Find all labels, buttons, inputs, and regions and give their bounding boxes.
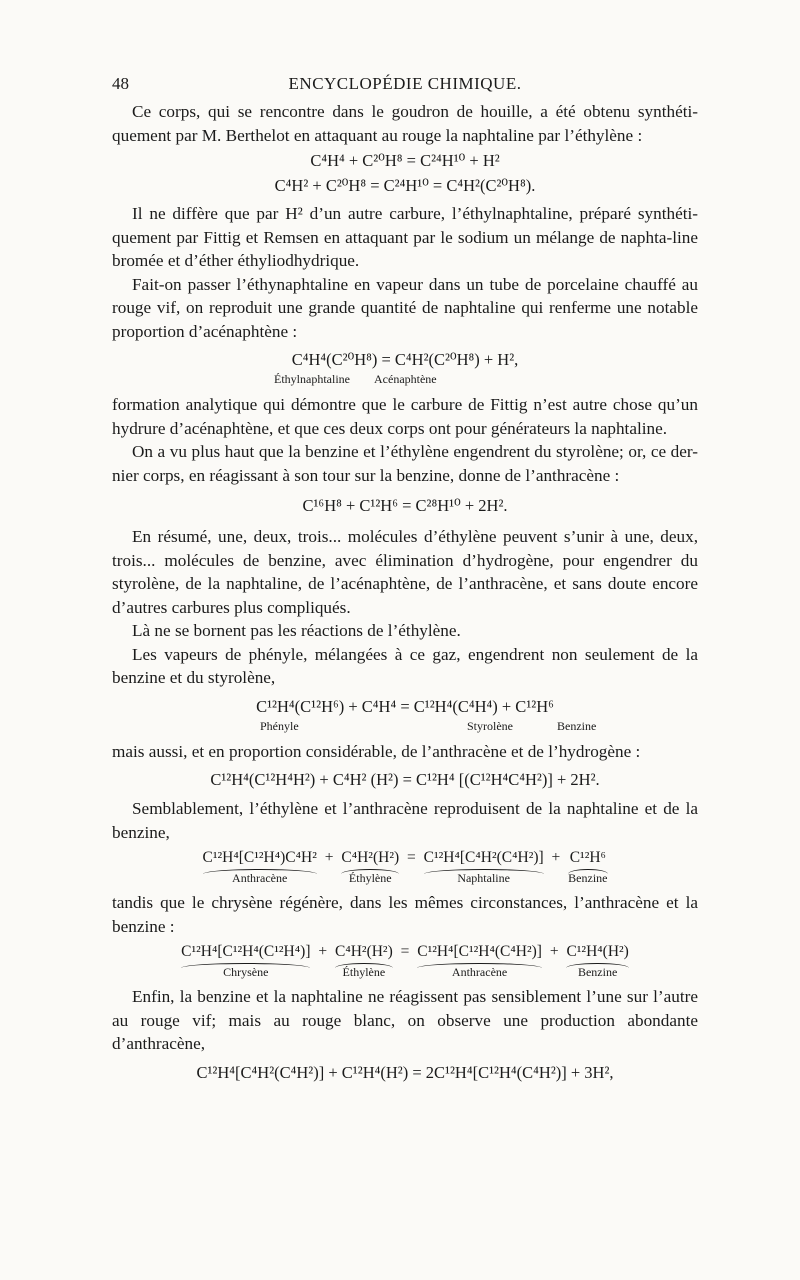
equation-8-term-ethylene: C⁴H²(H²) Éthylène [334,943,393,979]
label-ethylnaphtaline: Éthylnaphtaline [274,372,350,386]
equation-7-term-naphtaline: C¹²H⁴[C⁴H²(C⁴H²)] Naphtaline [423,849,544,885]
paragraph-3: Fait-on passer l’éthynaphtaline en vapeur dans un tube de porcelaine chauffé au rouge vif, on reproduit une grande quantité de naphtaline qui renferme une notable proportion d’acénaphtène : [112,274,698,341]
label-anthracene-1: Anthracène [203,869,317,885]
equation-1: C⁴H⁴ + C²⁰H⁸ = C²⁴H¹⁰ + H² [310,151,500,170]
equation-7: C¹²H⁴[C¹²H⁴)C⁴H² Anthracène + C⁴H²(H²) Éthylène = C¹²H⁴[C⁴H²(C⁴H²)] Naphtaline + C¹²H⁶ Benzine [202,849,608,885]
paragraph-6: En résumé, une, deux, trois... molécules d’éthylène peuvent s’unir à une, deux, trois... molécules de benzine, avec élimination d’hydrogène, pour engendrer du styrolène, de la naphtaline, de l’acénaphtène, de l’anthracène, et sans doute encore d’autres carbures plus compliqués. [112,527,698,617]
label-benzine-1: Benzine [557,718,597,733]
paragraph-2: Il ne diffère que par H² d’un autre carbure, l’éthylnaphtaline, préparé synthéti-quement par Fittig et Remsen en attaquant par le sodium un mélange de naphta-line bromée et d’éther éthyliodhydrique. [112,204,698,270]
equation-4: C¹⁶H⁸ + C¹²H⁶ = C²⁸H¹⁰ + 2H². [302,496,508,515]
label-ethylene-2: Éthylène [335,963,393,979]
paragraph-7: Là ne se bornent pas les réactions de l’éthylène. [132,621,461,640]
paragraph-9: mais aussi, et en proportion considérable, de l’anthracène et de l’hydrogène : [112,741,641,761]
equation-2: C⁴H² + C²⁰H⁸ = C²⁴H¹⁰ = C⁴H²(C²⁰H⁸). [274,176,536,195]
paragraph-1: Ce corps, qui se rencontre dans le goudron de houille, a été obtenu synthéti-quement par M. Berthelot en attaquant au rouge la naphtaline par l’éthylène : [112,102,698,145]
paragraph-10: Semblablement, l’éthylène et l’anthracène reproduisent de la naphtaline et de la benzine, [112,799,698,842]
label-chrysene: Chrysène [181,963,310,979]
paragraph-12: Enfin, la benzine et la naphtaline ne réagissent pas sensiblement l’une sur l’autre au rouge vif; mais au rouge blanc, on observe une production abondante d’anthracène, [112,987,698,1053]
running-title: ENCYCLOPÉDIE CHIMIQUE. [288,74,522,93]
label-naphtaline: Naphtaline [424,869,544,885]
equation-6: C¹²H⁴(C¹²H⁴H²) + C⁴H² (H²) = C¹²H⁴ [(C¹²H⁴C⁴H²)] + 2H². [210,770,600,789]
label-styrolene: Styrolène [467,718,513,733]
equation-7-term-anthracene: C¹²H⁴[C¹²H⁴)C⁴H² Anthracène [202,849,317,885]
label-ethylene-1: Éthylène [341,869,399,885]
label-benzine-2: Benzine [568,871,608,885]
paragraph-8: Les vapeurs de phényle, mélangées à ce gaz, engendrent non seulement de la benzine et du styrolène, [112,644,698,687]
equation-8-term-anthracene: C¹²H⁴[C¹²H⁴(C⁴H²)] Anthracène [417,943,542,979]
page-body [112,100,698,1087]
label-phenyle: Phényle [260,718,299,733]
equation-5: C¹²H⁴(C¹²H⁶) + C⁴H⁴ = C¹²H⁴(C⁴H⁴) + C¹²H⁶ [256,696,554,716]
equation-3: C⁴H⁴(C²⁰H⁸) = C⁴H²(C²⁰H⁸) + H², [291,350,519,369]
paragraph-4: formation analytique qui démontre que le carbure de Fittig n’est autre chose qu’un hydrure d’acénaphtène, et que ces deux corps ont pour générateurs la naphtaline. [112,395,698,438]
equation-9: C¹²H⁴[C⁴H²(C⁴H²)] + C¹²H⁴(H²) = 2C¹²H⁴[C¹²H⁴(C⁴H²)] + 3H², [196,1062,614,1082]
equation-7-term-ethylene: C⁴H²(H²) Éthylène [341,849,400,885]
page-header [112,74,698,98]
page-number: 48 [112,74,129,93]
label-acenaphtene: Acénaphtène [374,372,437,386]
paragraph-5: On a vu plus haut que la benzine et l’éthylène engendrent du styrolène; or, ce der-nier corps, en réagissant à son tour sur la benzine, donne de l’anthracène : [112,442,698,485]
equation-3-labels [112,371,698,389]
equation-8-term-chrysene: C¹²H⁴[C¹²H⁴(C¹²H⁴)] Chrysène [181,943,311,979]
label-anthracene-2: Anthracène [417,963,542,979]
label-benzine-3: Benzine [566,963,628,979]
equation-5-labels [112,718,698,736]
paragraph-11: tandis que le chrysène régénère, dans les mêmes circonstances, l’anthracène et la benzine : [112,893,698,936]
equation-7-term-benzine: C¹²H⁶ Benzine [568,849,608,885]
equation-8: C¹²H⁴[C¹²H⁴(C¹²H⁴)] Chrysène + C⁴H²(H²) Éthylène = C¹²H⁴[C¹²H⁴(C⁴H²)] Anthracène + C¹²H⁴(H²) Benzine [181,943,629,979]
equation-8-term-benzine: C¹²H⁴(H²) Benzine [566,943,629,979]
